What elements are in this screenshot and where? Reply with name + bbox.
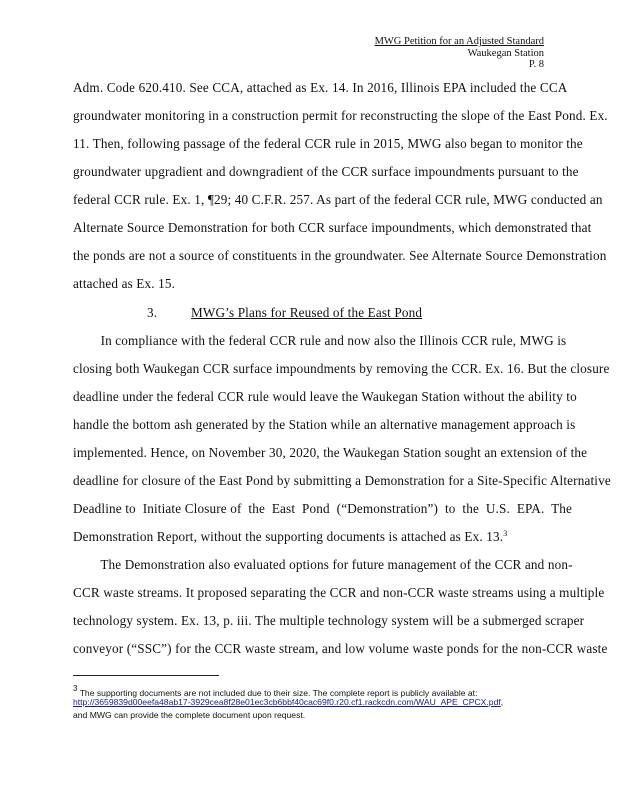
paragraph-line: deadline for closure of the East Pond by submitting a Demonstration for a Site-Specific Alternative (73, 473, 611, 488)
footnote-marker: 3 (73, 684, 78, 693)
paragraph-line: implemented. Hence, on November 30, 2020, the Waukegan Station sought an extension of the (73, 445, 588, 460)
paragraph-line: technology system. Ex. 13, p. iii. The multiple technology system will be a submerged scraper (73, 613, 585, 628)
paragraph-line: In compliance with the federal CCR rule and now also the Illinois CCR rule, MWG is (73, 333, 567, 348)
footnote-body: The supporting documents are not included due to their size. The complete report is publicly available at: (79, 688, 478, 698)
footnote-link-suffix: , (500, 697, 504, 707)
footnote-link[interactable]: http://3659839d00eefa48ab17-3929cea8f28e01ec3cb6bbf40cac69f0.r20.cf1.rackcdn.com/WAU_APE_CPCX.pdf (73, 697, 501, 707)
header-station: Waukegan Station (467, 47, 544, 59)
paragraph-line: closing both Waukegan CCR surface impoundments by removing the CCR. Ex. 16. But the closure (73, 361, 610, 376)
paragraph-line: deadline under the federal CCR rule would leave the Waukegan Station without the ability to (73, 389, 577, 404)
footnote-divider (73, 675, 219, 676)
footnote-reference[interactable]: 3 (503, 529, 508, 538)
section-heading (147, 305, 422, 321)
header-title: MWG Petition for an Adjusted Standard (374, 36, 544, 47)
footnote-link-line (73, 697, 503, 707)
body-line: 11. Then, following passage of the federal CCR rule in 2015, MWG also began to monitor the (73, 136, 583, 151)
page-header (375, 36, 544, 71)
body-line: federal CCR rule. Ex. 1, ¶29; 40 C.F.R. 257. As part of the federal CCR rule, MWG conducted an (73, 192, 603, 207)
body-line: groundwater monitoring in a construction permit for reconstructing the slope of the East Pond. Ex. (73, 108, 608, 123)
body-line: attached as Ex. 15. (73, 276, 176, 291)
footnote-text (73, 684, 477, 698)
section-title: MWG’s Plans for Reused of the East Pond (191, 305, 423, 320)
section-number: 3. (147, 305, 158, 320)
footnote-closing: and MWG can provide the complete document upon request. (73, 710, 306, 720)
paragraph-text: Demonstration Report, without the supporting documents is attached as Ex. 13. (73, 529, 504, 544)
paragraph-line: conveyor (“SSC”) for the CCR waste stream, and low volume waste ponds for the non-CCR waste (73, 641, 608, 656)
header-page-number: P. 8 (528, 59, 544, 70)
body-line: the ponds are not a source of constituents in the groundwater. See Alternate Source Demonstration (73, 248, 607, 263)
paragraph-line: Deadline to Initiate Closure of the East Pond (“Demonstration”) to the U.S. EPA. The (73, 501, 573, 516)
paragraph-line: handle the bottom ash generated by the Station while an alternative management approach is (73, 417, 576, 432)
paragraph-line (73, 529, 507, 545)
paragraph-line: CCR waste streams. It proposed separating the CCR and non-CCR waste streams using a multiple (73, 585, 605, 600)
body-line: groundwater upgradient and downgradient of the CCR surface impoundments pursuant to the (73, 164, 579, 179)
paragraph-line: The Demonstration also evaluated options for future management of the CCR and non- (73, 557, 573, 572)
body-line: Adm. Code 620.410. See CCA, attached as Ex. 14. In 2016, Illinois EPA included the CCA (73, 80, 568, 95)
body-line: Alternate Source Demonstration for both CCR surface impoundments, which demonstrated that (73, 220, 592, 235)
